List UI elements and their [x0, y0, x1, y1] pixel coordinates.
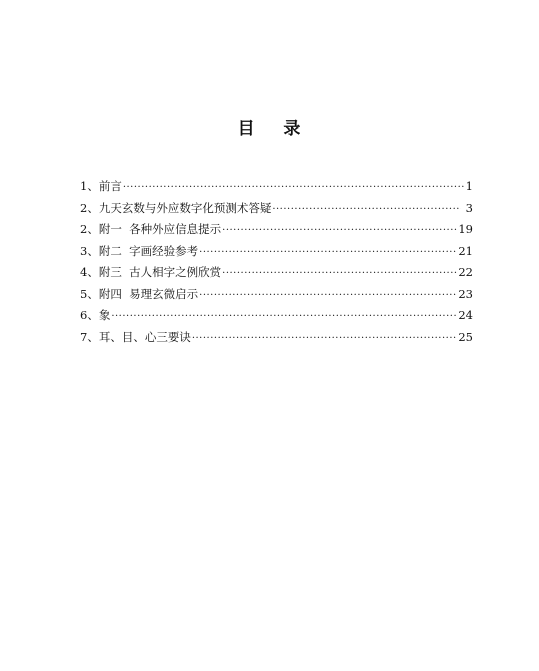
toc-entry: [80, 284, 473, 306]
table-of-contents: [80, 176, 473, 348]
toc-entry-label: 1、前言: [80, 179, 122, 193]
dot-leader: [123, 177, 465, 199]
toc-entry: [80, 176, 473, 198]
toc-entry: [80, 262, 473, 284]
toc-entry-label: 2、附一 各种外应信息提示: [80, 222, 222, 236]
toc-entry-label: 7、耳、目、心三要诀: [80, 329, 191, 344]
toc-entry-label: 6、象: [80, 308, 111, 322]
toc-entry-label: 5、附四 易理玄微启示: [80, 286, 199, 301]
dot-leader: [272, 199, 461, 221]
toc-entry-page: 21: [458, 243, 473, 258]
toc-entry: [80, 198, 473, 220]
dot-leader: [199, 285, 457, 307]
toc-entry: [80, 219, 473, 241]
toc-entry-label: 3、附二 字画经验参考: [80, 243, 199, 258]
toc-entry-label: 2、九天玄数与外应数字化预测术答疑: [80, 200, 272, 215]
toc-entry-page: 25: [458, 329, 473, 344]
toc-entry-page: 3: [462, 200, 473, 215]
dot-leader: [111, 306, 457, 328]
toc-entry-page: 1: [465, 179, 473, 193]
toc-entry: [80, 241, 473, 263]
dot-leader: [222, 220, 457, 242]
toc-entry: [80, 327, 473, 349]
toc-entry-label: 4、附三 古人相字之例欣赏: [80, 265, 222, 279]
toc-entry: [80, 305, 473, 327]
page-title: 目 录: [237, 119, 302, 139]
dot-leader: [222, 263, 457, 285]
toc-entry-page: 22: [458, 265, 473, 279]
dot-leader: [192, 328, 458, 350]
toc-entry-page: 23: [458, 286, 473, 301]
toc-entry-page: 24: [458, 308, 473, 322]
toc-entry-page: 19: [458, 222, 473, 236]
dot-leader: [199, 242, 457, 264]
